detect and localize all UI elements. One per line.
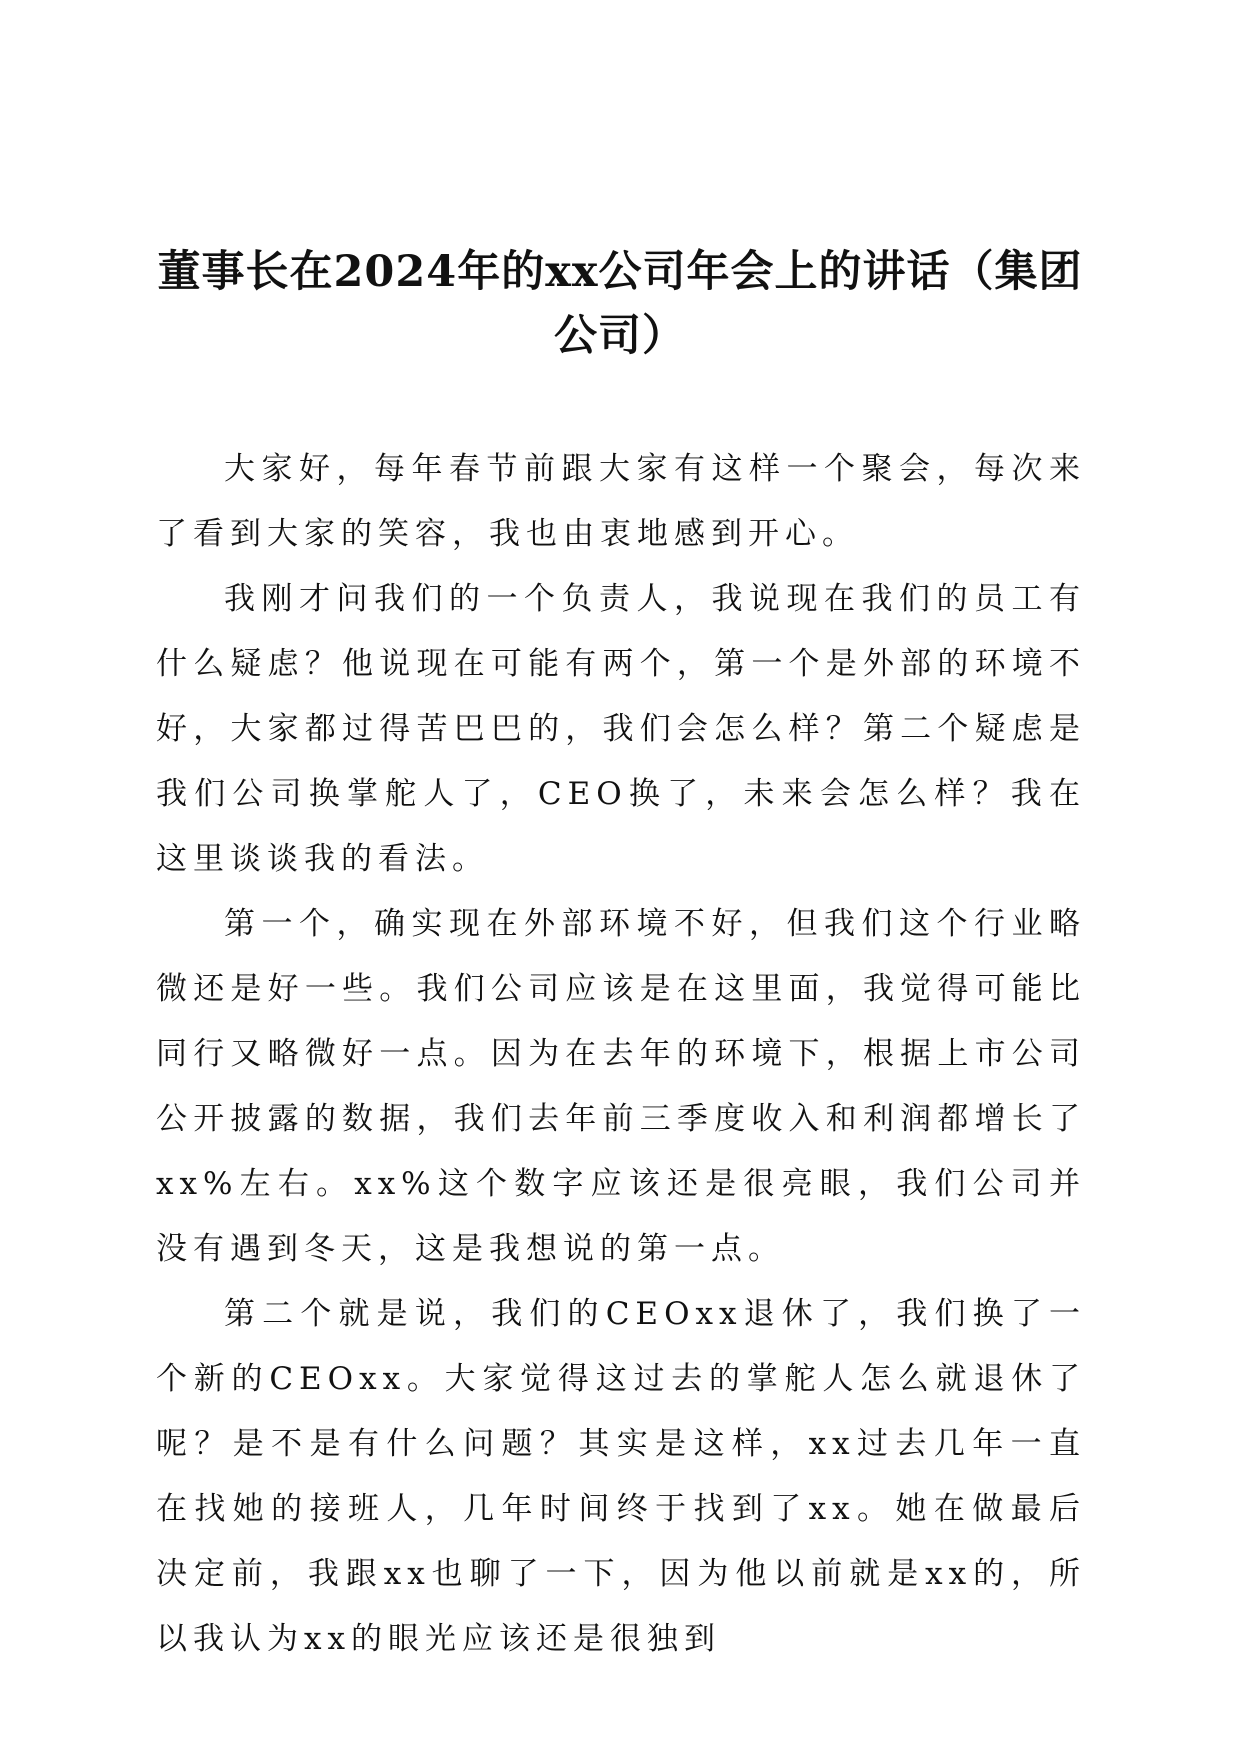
paragraph-4: 第二个就是说，我们的CEOxx退休了，我们换了一个新的CEOxx。大家觉得这过去的掌舵人怎么就退休了呢？是不是有什么问题？其实是这样，xx过去几年一直在找她的接班人，几年时间终于找到了xx。她在做最后决定前，我跟xx也聊了一下，因为他以前就是xx的，所以我认为xx的眼光应该还是很独到 <box>156 1296 1086 1657</box>
paragraph-2: 我刚才问我们的一个负责人，我说现在我们的员工有什么疑虑？他说现在可能有两个，第一个是外部的环境不好，大家都过得苦巴巴的，我们会怎么样？第二个疑虑是我们公司换掌舵人了，CEO换了，未来会怎么样？我在这里谈谈我的看法。 <box>156 581 1086 877</box>
paragraph-1: 大家好，每年春节前跟大家有这样一个聚会，每次来了看到大家的笑容，我也由衷地感到开心。 <box>156 451 1086 552</box>
document-title: 董事长在2024年的xx公司年会上的讲话（集团公司） <box>157 247 1083 361</box>
document-body <box>156 437 1086 1672</box>
paragraph-3: 第一个，确实现在外部环境不好，但我们这个行业略微还是好一些。我们公司应该是在这里面，我觉得可能比同行又略微好一点。因为在去年的环境下，根据上市公司公开披露的数据，我们去年前三季度收入和利润都增长了xx%左右。xx%这个数字应该还是很亮眼，我们公司并没有遇到冬天，这是我想说的第一点。 <box>156 906 1086 1267</box>
